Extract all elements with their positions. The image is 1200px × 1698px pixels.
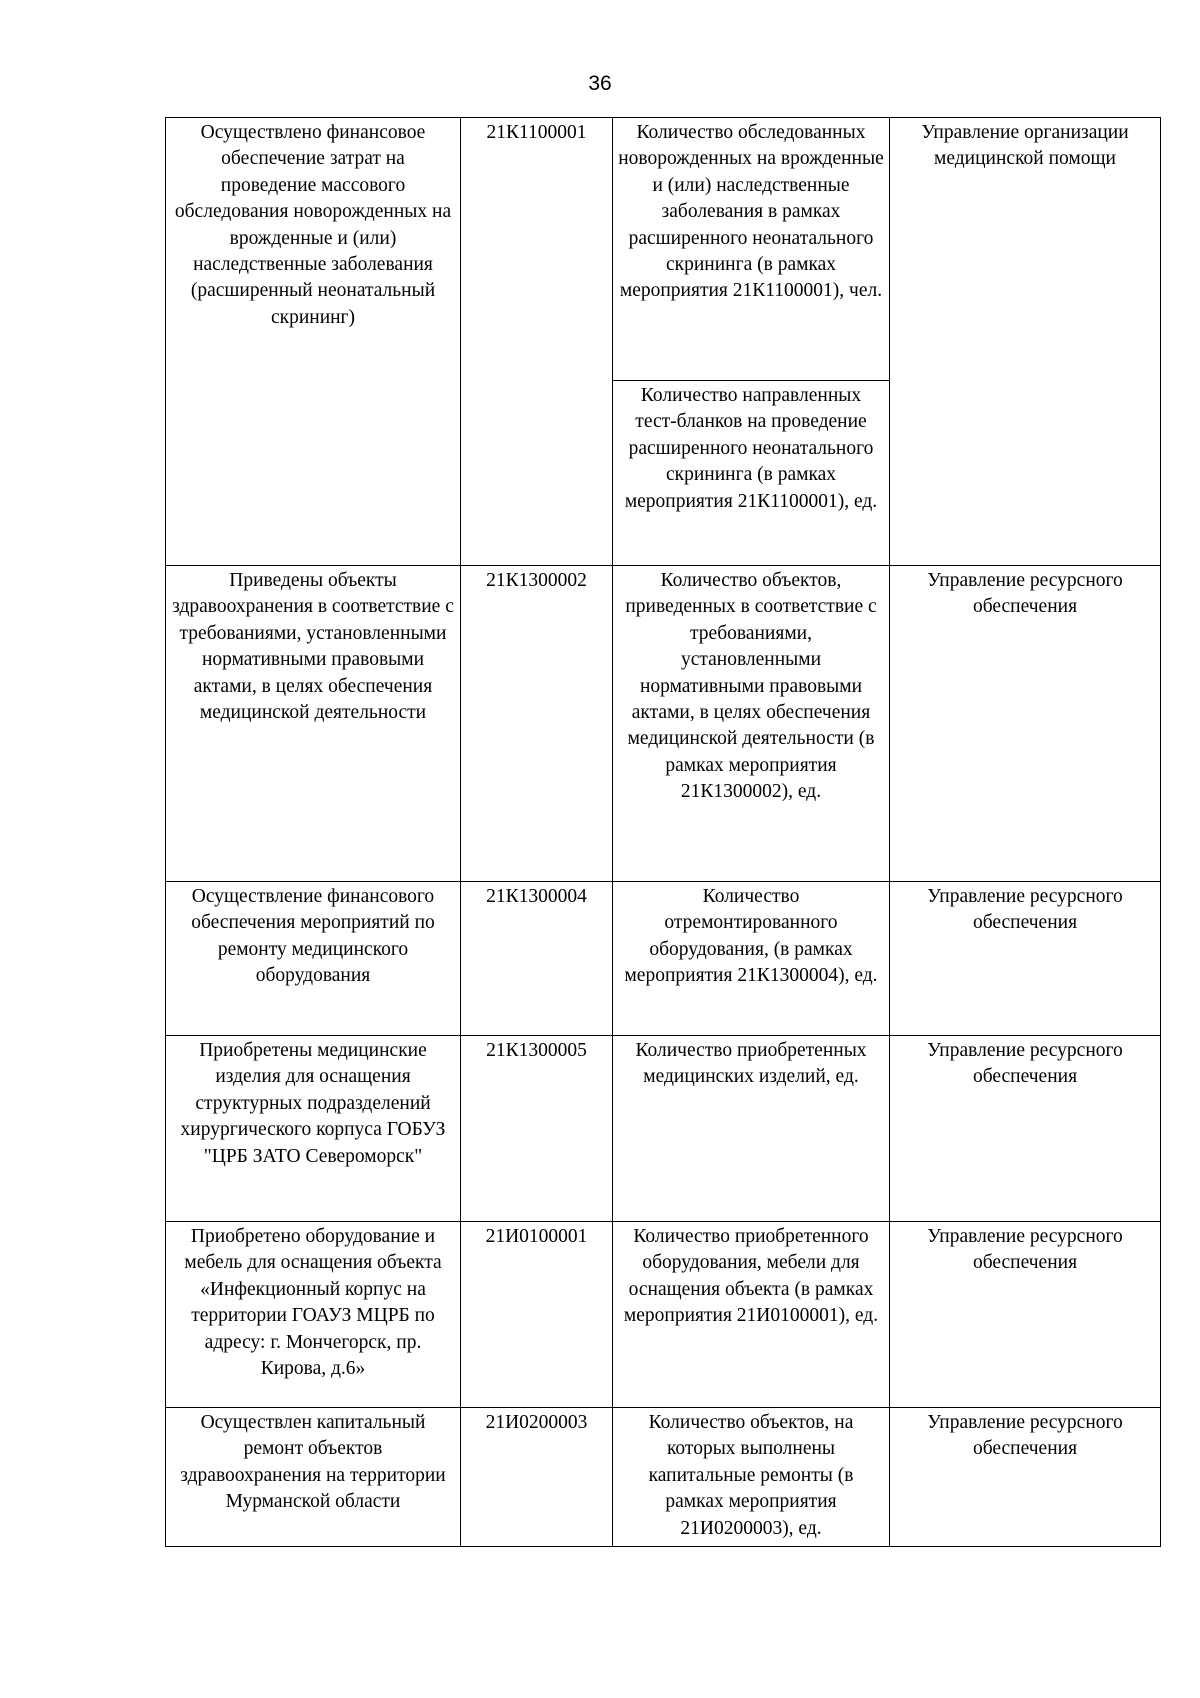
indicator-text: Количество отремонтированного оборудования, (в рамках мероприятия 21К1300004), ед. (624, 886, 878, 987)
table-row (166, 566, 1161, 882)
table-row (166, 1222, 1161, 1408)
result-text: Приобретено оборудование и мебель для оснащения объекта «Инфекционный корпус на территории ГОАУЗ МЦРБ по адресу: г. Мончегорск, пр. Кирова, д.6» (184, 1226, 442, 1380)
indicator-text: Количество направленных тест-бланков на проведение расширенного неонатального скрининга (в рамках мероприятия 21К1100001), ед. (624, 385, 878, 512)
code-text: 21К1100001 (486, 122, 587, 143)
indicator-cell (613, 381, 890, 566)
table-row (166, 1408, 1161, 1547)
table-row (166, 882, 1161, 1036)
code-text: 21И0200003 (485, 1412, 588, 1433)
result-cell (166, 118, 461, 566)
indicator-cell (613, 118, 890, 381)
result-cell (166, 882, 461, 1036)
department-cell (890, 1222, 1161, 1408)
department-cell (890, 118, 1161, 566)
result-text: Приобретены медицинские изделия для оснащения структурных подразделений хирургического корпуса ГОБУЗ "ЦРБ ЗАТО Североморск" (180, 1040, 446, 1167)
result-cell (166, 1222, 461, 1408)
indicator-cell (613, 1036, 890, 1222)
department-cell (890, 1408, 1161, 1547)
department-text: Управление ресурсного обеспечения (927, 886, 1123, 934)
result-text: Осуществление финансового обеспечения мероприятий по ремонту медицинского оборудования (191, 886, 435, 987)
department-text: Управление ресурсного обеспечения (927, 1412, 1123, 1460)
result-cell (166, 566, 461, 882)
department-cell (890, 1036, 1161, 1222)
indicator-text: Количество обследованных новорожденных на врожденные и (или) наследственные заболевания в рамках расширенного неонатального скрининга (в рамках мероприятия 21К1100001), чел. (618, 122, 884, 302)
department-text: Управление ресурсного обеспечения (927, 1226, 1123, 1274)
indicator-text: Количество объектов, приведенных в соответствие с требованиями, установленными нормативными правовыми актами, в целях обеспечения медицинской деятельности (в рамках мероприятия 21К1300002), ед. (625, 570, 877, 803)
department-text: Управление ресурсного обеспечения (927, 1040, 1123, 1088)
code-text: 21К1300004 (486, 886, 587, 907)
indicator-text: Количество объектов, на которых выполнены капитальные ремонты (в рамках мероприятия 21И0200003), ед. (648, 1412, 854, 1539)
indicator-cell (613, 882, 890, 1036)
result-text: Осуществлен капитальный ремонт объектов здравоохранения на территории Мурманской области (180, 1412, 446, 1513)
page-number: 36 (588, 72, 612, 95)
department-cell (890, 882, 1161, 1036)
code-cell (461, 1036, 613, 1222)
code-text: 21К1300002 (486, 570, 587, 591)
measures-table (165, 117, 1161, 1547)
code-cell (461, 882, 613, 1036)
department-text: Управление организации медицинской помощи (921, 122, 1129, 170)
code-cell (461, 566, 613, 882)
table-row (166, 118, 1161, 381)
code-cell (461, 118, 613, 566)
result-text: Осуществлено финансовое обеспечение затрат на проведение массового обследования новорожденных на врожденные и (или) наследственные заболевания (расширенный неонатальный скрининг) (174, 122, 452, 328)
code-text: 21К1300005 (486, 1040, 587, 1061)
indicator-cell (613, 1222, 890, 1408)
indicator-cell (613, 1408, 890, 1547)
code-cell (461, 1222, 613, 1408)
department-cell (890, 566, 1161, 882)
code-text: 21И0100001 (485, 1226, 588, 1247)
result-text: Приведены объекты здравоохранения в соответствие с требованиями, установленными нормативными правовыми актами, в целях обеспечения медицинской деятельности (172, 570, 454, 724)
department-text: Управление ресурсного обеспечения (927, 570, 1123, 618)
table-row (166, 1036, 1161, 1222)
indicator-text: Количество приобретенного оборудования, мебели для оснащения объекта (в рамках мероприятия 21И0100001), ед. (623, 1226, 879, 1327)
indicator-text: Количество приобретенных медицинских изделий, ед. (635, 1040, 867, 1088)
result-cell (166, 1036, 461, 1222)
result-cell (166, 1408, 461, 1547)
indicator-cell (613, 566, 890, 882)
code-cell (461, 1408, 613, 1547)
